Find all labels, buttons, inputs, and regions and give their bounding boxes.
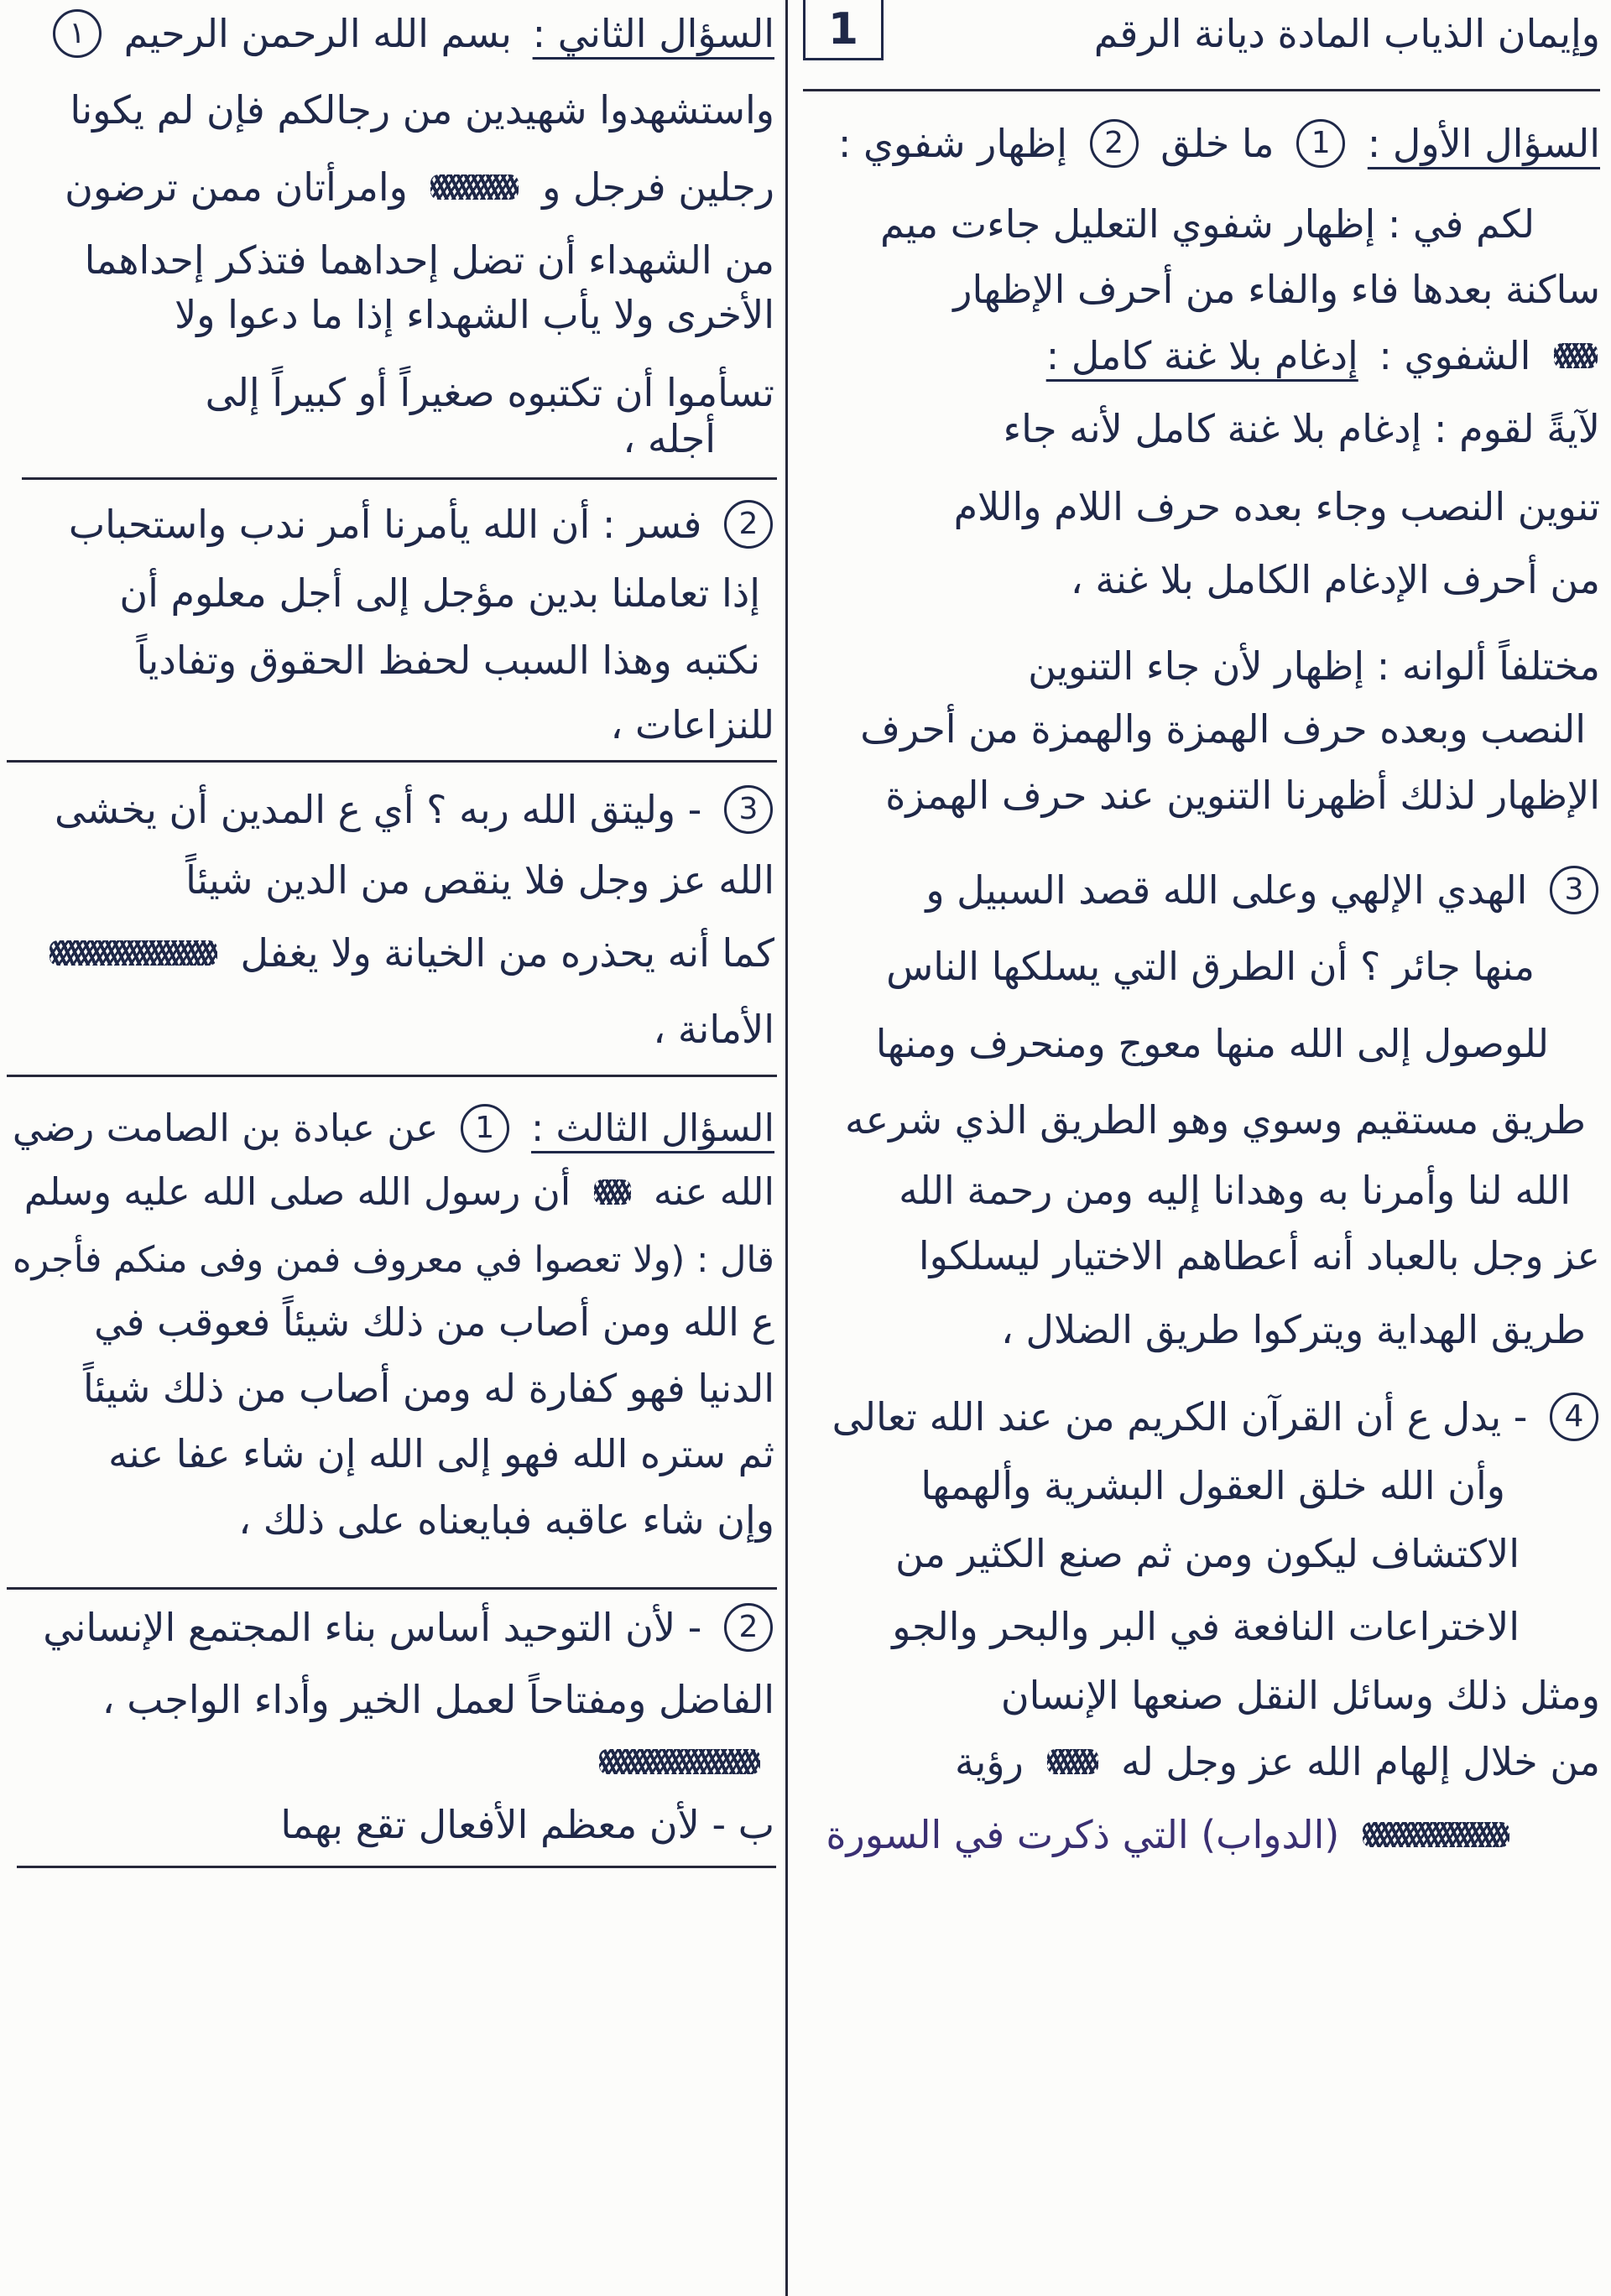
answer-text: الله عنه (653, 1169, 774, 1214)
answer-line (7, 919, 779, 980)
answer-line (795, 633, 1604, 693)
answer-text: عن عبادة بن الصامت رضي (12, 1106, 439, 1150)
answer-line (7, 691, 779, 752)
answer-line (795, 1520, 1524, 1580)
answer-line (7, 1666, 779, 1726)
answer-text: ب - لأن معظم الأفعال تقع بهما (280, 1801, 774, 1847)
answer-text: منها جائر ؟ أن الطرق التي يسلكها الناس (886, 943, 1535, 989)
answer-line (7, 281, 779, 341)
answer-text: عز وجل بالعباد أنه أعطاهم الاختيار ليسلكوا (918, 1232, 1600, 1278)
student-name-subject: وإيمان الذياب المادة ديانة الرقم (1093, 10, 1600, 56)
answer-text: إظهار شفوي : (837, 120, 1067, 166)
answer-text: رؤية (954, 1738, 1024, 1784)
answer-line (795, 256, 1604, 316)
answer-text: أجله ، (623, 415, 716, 461)
answer-text: الدنيا فهو كفارة له ومن أصاب من ذلك شيئاً (82, 1365, 774, 1411)
answer-text: النصب وبعده حرف الهمزة والهمزة من أحرف (860, 705, 1586, 752)
answer-line (795, 1296, 1590, 1356)
answer-text: الاختراعات النافعة في البر والبحر والجو (892, 1603, 1520, 1649)
answer-text: الأخرى ولا يأب الشهداء إذا ما دعوا ولا (175, 291, 774, 337)
answer-text: تنوين النصب وجاء بعده حرف اللام واللام (953, 483, 1600, 529)
answer-text: وإن شاء عاقبه فبايعناه على ذلك ، (238, 1497, 774, 1543)
answer-text: من خلال إلهام الله عز وجل له (1121, 1738, 1600, 1784)
answer-line (795, 1728, 1604, 1788)
answer-text: الاكتشاف ليكون ومن ثم صنع الكثير من (895, 1530, 1520, 1576)
question-number-circle: 2 (724, 500, 773, 549)
answer-line (795, 1383, 1604, 1444)
answer-line (795, 695, 1590, 756)
answer-text: إدغام بلا غنة كامل : (1045, 332, 1358, 378)
answer-text: فسر : أن الله يأمرنا أمر ندب واستحباب (68, 501, 702, 547)
student-header (892, 0, 1604, 60)
answer-text: ع الله ومن أصاب من ذلك شيئاً فعوقب في (94, 1299, 774, 1345)
answer-text: بسم الله الرحمن الرحيم (123, 10, 512, 56)
question-number-circle: 4 (1550, 1393, 1598, 1441)
answer-line (7, 996, 779, 1056)
answer-line (795, 1086, 1590, 1147)
answer-text: ما خلق (1160, 120, 1275, 166)
answer-text: ساكنة بعدها فاء والفاء من أحرف الإظهار (953, 266, 1600, 312)
answer-text: الهدي الإلهي وعلى الله قصد السبيل و (925, 867, 1528, 913)
answer-line (795, 1452, 1509, 1512)
answer-line (795, 1222, 1604, 1283)
answer-text: طريق مستقيم وسوي وهو الطريق الذي شرعه (844, 1096, 1586, 1143)
answer-text: للوصول إلى الله منها معوج ومنحرف ومنها (875, 1020, 1549, 1066)
answer-text: (الدواب) التي ذكرت في السورة (826, 1811, 1340, 1857)
answer-text: إذا تعاملنا بدين مؤجل إلى أجل معلوم أن (119, 570, 760, 616)
question-number-circle: 3 (1550, 866, 1598, 914)
answer-text: الإظهار لذلك أظهرنا التنوين عند حرف الهمزة (885, 772, 1600, 818)
question-number-circle: 2 (724, 1603, 773, 1652)
answer-line (7, 1159, 779, 1220)
answer-text: - يدل ع أن القرآن الكريم من عند الله تعالى (832, 1393, 1528, 1440)
answer-line (7, 1420, 779, 1481)
answer-text: الله لنا وأمرنا به وهدانا إليه ومن رحمة الله (899, 1167, 1571, 1213)
answer-text: الشفوي : (1379, 332, 1531, 378)
answer-line (795, 856, 1604, 917)
answer-text: من أحرف الإدغام الكامل بلا غنة ، (1070, 556, 1600, 602)
question-number-circle: 1 (1296, 119, 1345, 168)
crossed-out-scribble (1554, 343, 1598, 368)
crossed-out-scribble (599, 1749, 760, 1774)
answer-line (795, 473, 1604, 534)
answer-text: قال : (ولا تعصوا في معروف فمن وفى منكم فأجره (12, 1238, 774, 1281)
answer-text: للنزاعات ، (610, 701, 774, 747)
answer-line (7, 405, 720, 466)
answer-line (7, 1227, 779, 1288)
answer-line (7, 76, 779, 137)
answer-text: وأن الله خلق العقول البشرية وألهمها (920, 1462, 1505, 1508)
answer-line (795, 1662, 1604, 1722)
answer-line (795, 546, 1604, 607)
answer-text: - لأن التوحيد أساس بناء المجتمع الإنساني (43, 1604, 702, 1650)
answer-line (7, 1594, 779, 1654)
answer-line (795, 933, 1539, 993)
answer-line (795, 1801, 1516, 1861)
question-number-circle: ١ (53, 9, 102, 58)
question-number-circle: 1 (461, 1104, 509, 1153)
answer-text: لكم في : إظهار شفوي التعليل جاءت ميم (880, 200, 1535, 247)
answer-text: أن رسول الله صلى الله عليه وسلم (23, 1169, 571, 1214)
answer-line (7, 846, 779, 907)
crossed-out-scribble (50, 940, 217, 966)
answer-line (7, 627, 764, 687)
answer-text: الله عز وجل فلا ينقص من الدين شيئاً (185, 856, 774, 903)
crossed-out-scribble (430, 174, 519, 200)
answer-text: من الشهداء أن تضل إحداهما فتذكر إحداهما (84, 237, 774, 283)
answer-line (795, 322, 1604, 383)
answer-line (7, 154, 779, 214)
answer-line (795, 1593, 1524, 1653)
answer-text: مختلفاً ألوانه : إظهار لأن جاء التنوين (1028, 643, 1600, 689)
crossed-out-line (7, 1728, 767, 1788)
question-number-circle: 3 (724, 785, 773, 834)
answer-text: رجلين فرجل و (542, 164, 774, 210)
answer-text: الفاضل ومفتاحاً لعمل الخير وأداء الواجب ، (102, 1676, 774, 1722)
answer-text: تسأموا أن تكتبوه صغيراً أو كبيراً إلى (205, 369, 774, 415)
answer-text: - وليتق الله ربه ؟ أي ع المدين أن يخشى (55, 786, 702, 832)
answer-text: ومثل ذلك وسائل النقل صنعها الإنسان (1000, 1672, 1600, 1718)
answer-text: نكتبه وهذا السبب لحفظ الحقوق وتفادياً (136, 637, 760, 683)
answer-text: ثم ستره الله فهو إلى الله إن شاء عفا عنه (108, 1430, 774, 1476)
answer-line (7, 1289, 779, 1349)
page-number: 1 (827, 4, 859, 55)
question-1-heading-line (795, 110, 1604, 170)
question-heading: السؤال الثالث : (531, 1106, 774, 1150)
answer-line (7, 1486, 779, 1547)
answer-line (7, 776, 779, 836)
question-2-heading-line (7, 0, 779, 60)
answer-line (795, 395, 1604, 456)
answer-line (795, 190, 1539, 251)
crossed-out-scribble (1047, 1749, 1098, 1774)
answer-line (7, 560, 764, 620)
answer-text: لآيةً لقوم : إدغام بلا غنة كامل لأنه جاء (1003, 405, 1600, 451)
answer-text: الأمانة ، (653, 1006, 774, 1052)
left-column (7, 0, 779, 2296)
answer-line (795, 762, 1604, 822)
answer-line (7, 226, 779, 287)
question-heading: السؤال الأول : (1367, 120, 1600, 166)
question-heading: السؤال الثاني : (532, 10, 774, 56)
answer-line (7, 1791, 779, 1851)
question-3-heading-line (7, 1096, 779, 1156)
answer-line (795, 1010, 1553, 1070)
answer-line (7, 1355, 779, 1415)
answer-text: وامرأتان ممن ترضون (65, 164, 408, 210)
crossed-out-scribble (1363, 1822, 1509, 1847)
right-column (795, 0, 1604, 2296)
answer-line (795, 1157, 1575, 1217)
crossed-out-scribble (594, 1179, 631, 1205)
answer-text: طريق الهداية ويتركوا طريق الضلال ، (1001, 1306, 1586, 1352)
question-number-circle: 2 (1090, 119, 1139, 168)
answer-text: واستشهدوا شهيدين من رجالكم فإن لم يكونا (70, 86, 774, 133)
answer-line (7, 491, 779, 551)
answer-text: كما أنه يحذره من الخيانة ولا يغفل (240, 929, 774, 976)
column-divider (785, 0, 788, 2296)
